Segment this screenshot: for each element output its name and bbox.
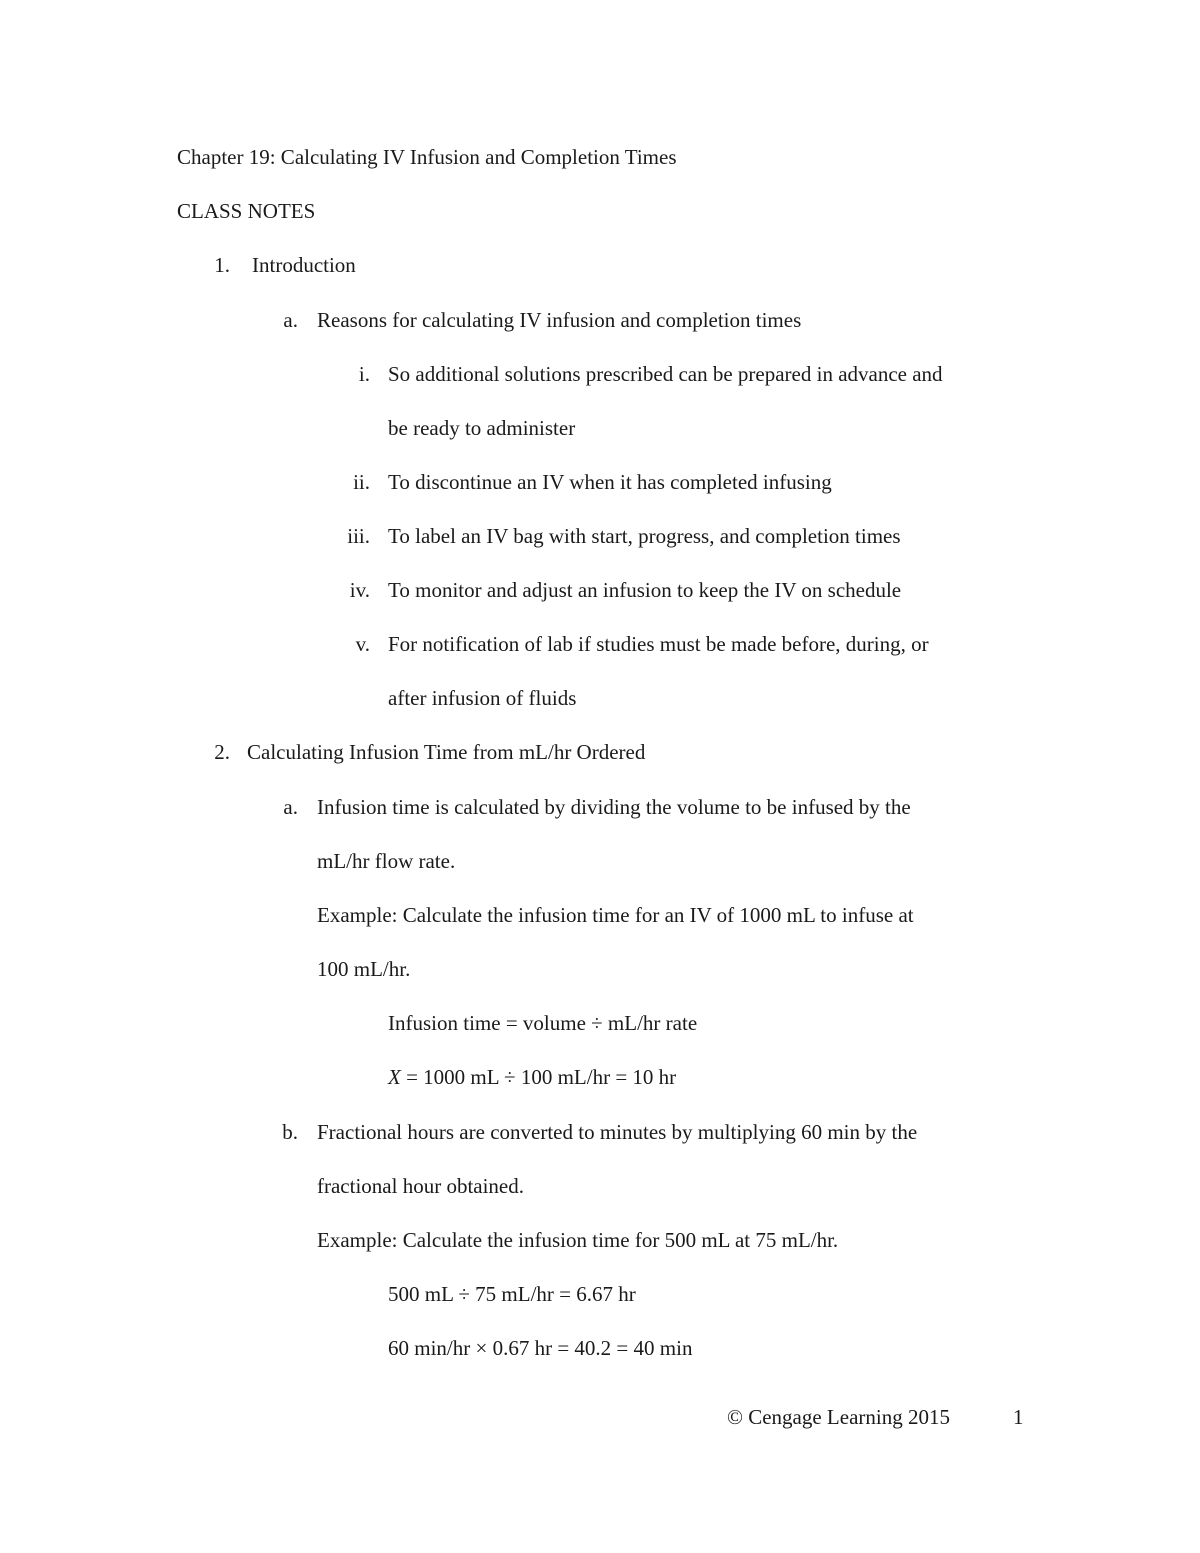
subitem-v-numeral: v.: [355, 632, 370, 656]
section-1-number: 1.: [214, 253, 230, 277]
class-notes-label: CLASS NOTES: [177, 199, 316, 223]
work-2b-line-2: 60 min/hr × 0.67 hr = 40.2 = 40 min: [388, 1336, 693, 1360]
copyright-notice: © Cengage Learning 2015: [727, 1405, 950, 1429]
example-2b-line-1: Example: Calculate the infusion time for 500 mL at 75 mL/hr.: [317, 1228, 839, 1252]
subitem-ii-line-1: To discontinue an IV when it has completed infusing: [388, 470, 832, 494]
infusion-time-solution: [388, 1065, 676, 1089]
section-2-heading: Calculating Infusion Time from mL/hr Ordered: [247, 740, 646, 764]
subitem-i-line-2: be ready to administer: [388, 416, 576, 440]
item-1a-letter: a.: [283, 308, 298, 332]
subitem-i-line-1: So additional solutions prescribed can be prepared in advance and: [388, 362, 943, 386]
item-2a-line-1: Infusion time is calculated by dividing the volume to be infused by the: [317, 795, 911, 819]
section-2-number: 2.: [214, 740, 230, 764]
subitem-iv-numeral: iv.: [349, 578, 370, 602]
section-1-heading: Introduction: [252, 253, 356, 277]
solution-variable: X: [388, 1065, 401, 1089]
subitem-v-line-1: For notification of lab if studies must be made before, during, or: [388, 632, 929, 656]
solution-expression: = 1000 mL ÷ 100 mL/hr = 10 hr: [400, 1065, 677, 1089]
subitem-iii-numeral: iii.: [347, 524, 370, 548]
item-2b-line-1: Fractional hours are converted to minutes by multiplying 60 min by the: [317, 1120, 918, 1144]
item-2a-letter: a.: [283, 795, 298, 819]
item-2b-line-2: fractional hour obtained.: [317, 1174, 525, 1198]
item-1a-text: Reasons for calculating IV infusion and completion times: [317, 308, 802, 332]
page-number: 1: [1013, 1405, 1024, 1429]
subitem-iii-line-1: To label an IV bag with start, progress, and completion times: [388, 524, 901, 548]
work-2b-line-1: 500 mL ÷ 75 mL/hr = 6.67 hr: [388, 1282, 636, 1306]
infusion-time-formula: Infusion time = volume ÷ mL/hr rate: [388, 1011, 698, 1035]
item-2b-letter: b.: [282, 1120, 298, 1144]
subitem-ii-numeral: ii.: [353, 470, 370, 494]
page-title: Chapter 19: Calculating IV Infusion and Completion Times: [177, 145, 677, 169]
subitem-iv-line-1: To monitor and adjust an infusion to keep the IV on schedule: [388, 578, 902, 602]
example-2a-line-1: Example: Calculate the infusion time for an IV of 1000 mL to infuse at: [317, 903, 914, 927]
subitem-v-line-2: after infusion of fluids: [388, 686, 577, 710]
subitem-i-numeral: i.: [358, 362, 370, 386]
example-2a-line-2: 100 mL/hr.: [317, 957, 411, 981]
item-2a-line-2: mL/hr flow rate.: [317, 849, 456, 873]
